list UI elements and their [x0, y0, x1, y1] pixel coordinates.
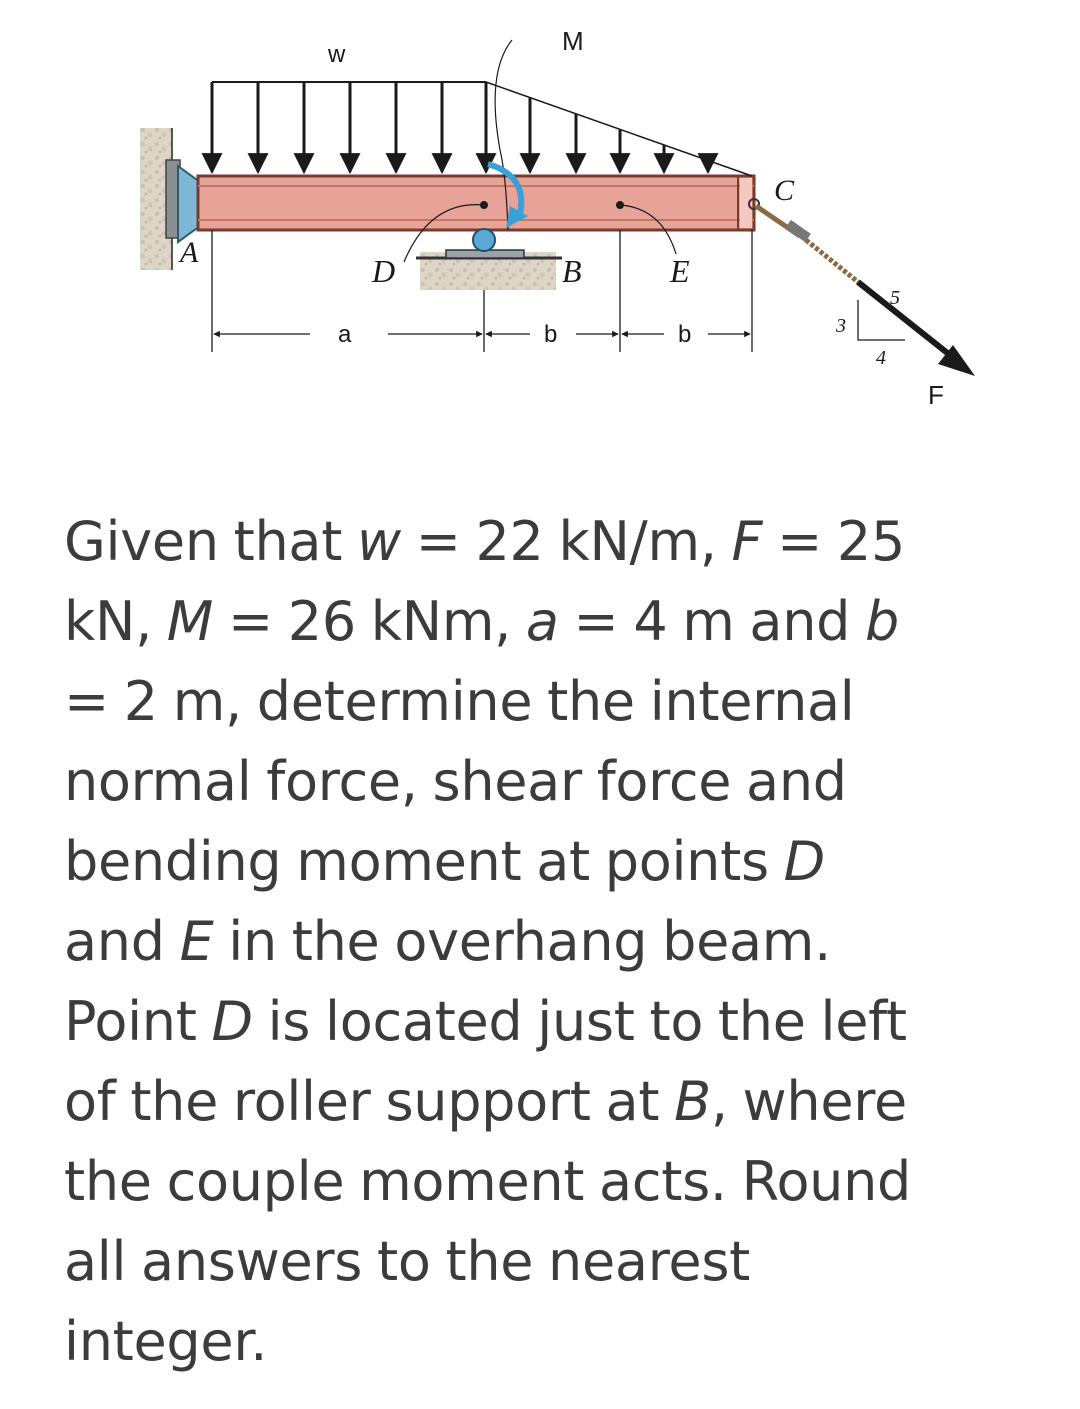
label-a-point: A [180, 236, 199, 269]
label-b-point: B [562, 253, 582, 289]
label-c: C [774, 174, 795, 207]
question-line: and E in the overhang beam. [64, 910, 831, 973]
roller-support [416, 229, 562, 290]
slope-label-5: 5 [890, 287, 900, 309]
beam-diagram [0, 0, 1080, 470]
question-line: = 2 m, determine the internal [64, 670, 855, 733]
question-line: all answers to the nearest [64, 1230, 751, 1293]
distributed-load [212, 82, 708, 172]
question-line: of the roller support at B, where [64, 1070, 907, 1133]
dimension-b-2: b [678, 321, 692, 348]
question-text [64, 502, 1064, 1382]
cable [749, 199, 858, 282]
label-w: w [328, 41, 346, 68]
slope-label-3: 3 [836, 315, 846, 337]
question-line: integer. [64, 1310, 268, 1373]
question-line: bending moment at points D [64, 830, 825, 893]
slope-label-4: 4 [876, 347, 886, 369]
question-line: normal force, shear force and [64, 750, 847, 813]
label-d: D [372, 253, 396, 289]
label-f: F [928, 380, 944, 410]
question-line: the couple moment acts. Round [64, 1150, 912, 1213]
dimension-a: a [338, 321, 352, 348]
question-line: Point D is located just to the left [64, 990, 907, 1053]
label-e: E [670, 253, 690, 289]
label-m: M [562, 26, 584, 56]
beam [198, 176, 754, 230]
dimension-b-1: b [544, 321, 558, 348]
question-line: kN, M = 26 kNm, a = 4 m and b [64, 590, 899, 653]
question-line: Given that w = 22 kN/m, F = 25 [64, 510, 906, 573]
